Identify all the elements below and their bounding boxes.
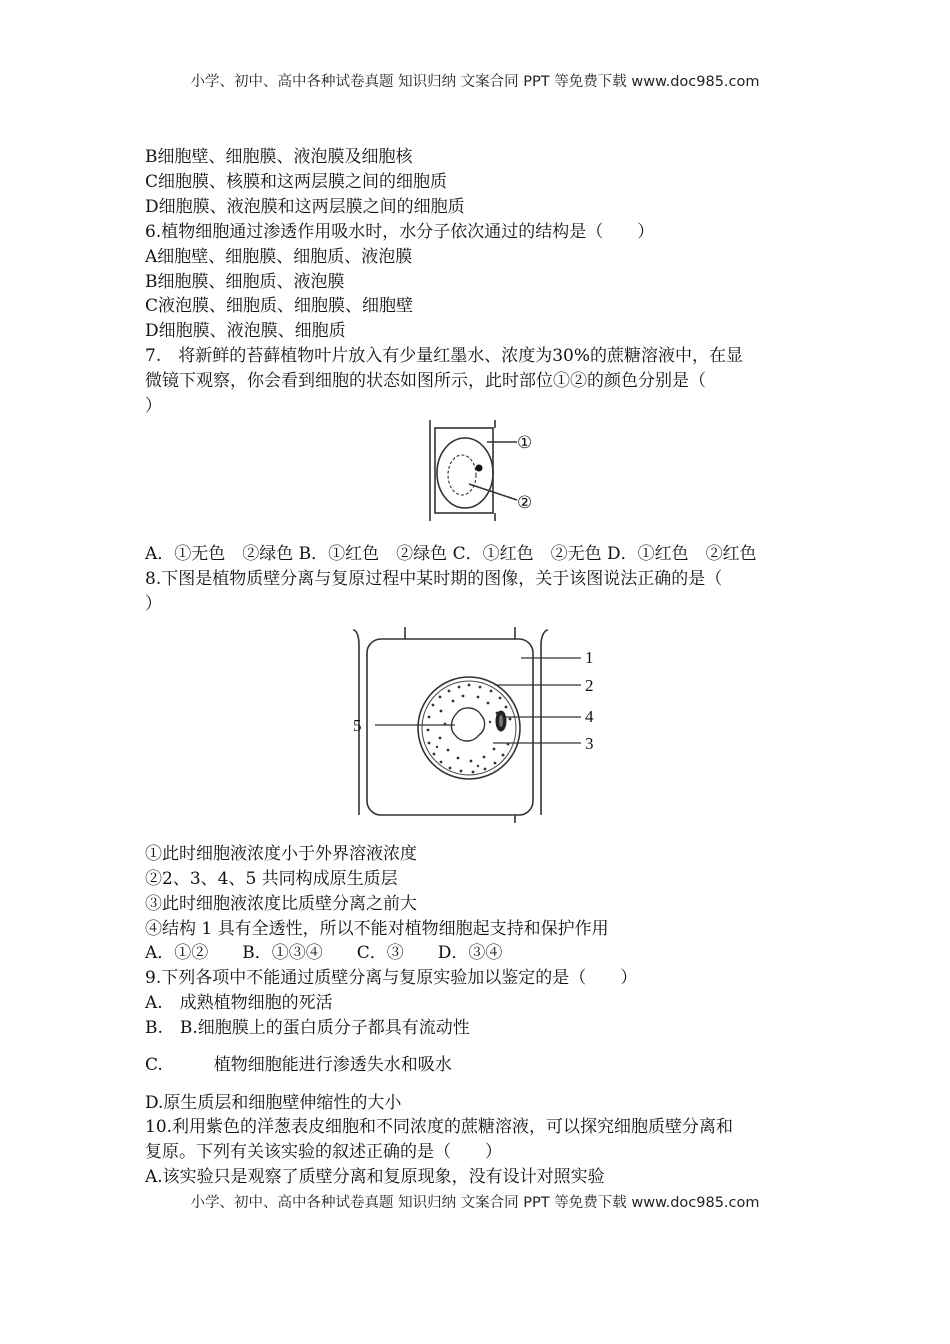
- statement-1: ①此时细胞液浓度小于外界溶液浓度: [145, 844, 417, 864]
- option-d: D.原生质层和细胞壁伸缩性的大小: [145, 1093, 402, 1113]
- question-10: 10.利用紫色的洋葱表皮细胞和不同浓度的蔗糖溶液，可以探究细胞质壁分离和: [145, 1117, 734, 1137]
- option-a: A细胞壁、细胞膜、细胞质、液泡膜: [145, 247, 413, 267]
- label-5: 5: [353, 716, 362, 735]
- text-line: C细胞膜、核膜和这两层膜之间的细胞质: [145, 172, 448, 192]
- question-8: 8.下图是植物质壁分离与复原过程中某时期的图像，关于该图说法正确的是（: [145, 569, 723, 589]
- statement-2: ②2、3、4、5 共同构成原生质层: [145, 869, 398, 889]
- question-7-options: A．①无色 ②绿色 B．①红色 ②绿色 C．①红色 ②无色 D．①红色 ②红色: [145, 544, 757, 564]
- label-2: ②: [517, 493, 533, 512]
- question-7-cont: 微镜下观察，你会看到细胞的状态如图所示，此时部位①②的颜色分别是（: [145, 371, 706, 391]
- option-b: B细胞膜、细胞质、液泡膜: [145, 272, 345, 292]
- statement-4: ④结构 1 具有全透性，所以不能对植物细胞起支持和保护作用: [145, 919, 609, 939]
- option-c: C. 植物细胞能进行渗透失水和吸水: [145, 1055, 452, 1075]
- option-b: B. B.细胞膜上的蛋白质分子都具有流动性: [145, 1018, 470, 1038]
- text-line: B细胞壁、细胞膜、液泡膜及细胞核: [145, 147, 413, 167]
- option-a: A.该实验只是观察了质壁分离和复原现象，没有设计对照实验: [145, 1167, 605, 1187]
- label-1: 1: [585, 648, 594, 667]
- question-6: 6.植物细胞通过渗透作用吸水时，水分子依次通过的结构是（ ）: [145, 222, 655, 242]
- question-8-options: A．①② B．①③④ C．③ D．③④: [145, 943, 503, 963]
- option-c: C液泡膜、细胞质、细胞膜、细胞壁: [145, 296, 414, 316]
- text-line: D细胞膜、液泡膜和这两层膜之间的细胞质: [145, 197, 465, 217]
- question-8-cont: ）: [145, 594, 162, 614]
- option-d: D细胞膜、液泡膜、细胞质: [145, 321, 346, 341]
- question-7-cont: ）: [145, 396, 162, 416]
- figure-cell-1: [425, 418, 545, 523]
- page-footer: 小学、初中、高中各种试卷真题 知识归纳 文案合同 PPT 等免费下载 www.doc985.com: [190, 1195, 760, 1211]
- question-10-cont: 复原。下列有关该实验的叙述正确的是（ ）: [145, 1142, 502, 1162]
- question-7: 7. 将新鲜的苔藓植物叶片放入有少量红墨水、浓度为30%的蔗糖溶液中，在显: [145, 346, 744, 366]
- statement-3: ③此时细胞液浓度比质壁分离之前大: [145, 894, 417, 914]
- label-2: 2: [585, 676, 594, 695]
- question-9: 9.下列各项中不能通过质壁分离与复原实验加以鉴定的是（ ）: [145, 968, 638, 988]
- label-1: ①: [517, 433, 533, 452]
- label-3: 3: [585, 734, 594, 753]
- page-header: 小学、初中、高中各种试卷真题 知识归纳 文案合同 PPT 等免费下载 www.doc985.com: [190, 74, 760, 90]
- label-4: 4: [585, 707, 594, 726]
- figure-cell-2: [345, 625, 605, 825]
- option-a: A. 成熟植物细胞的死活: [145, 993, 333, 1013]
